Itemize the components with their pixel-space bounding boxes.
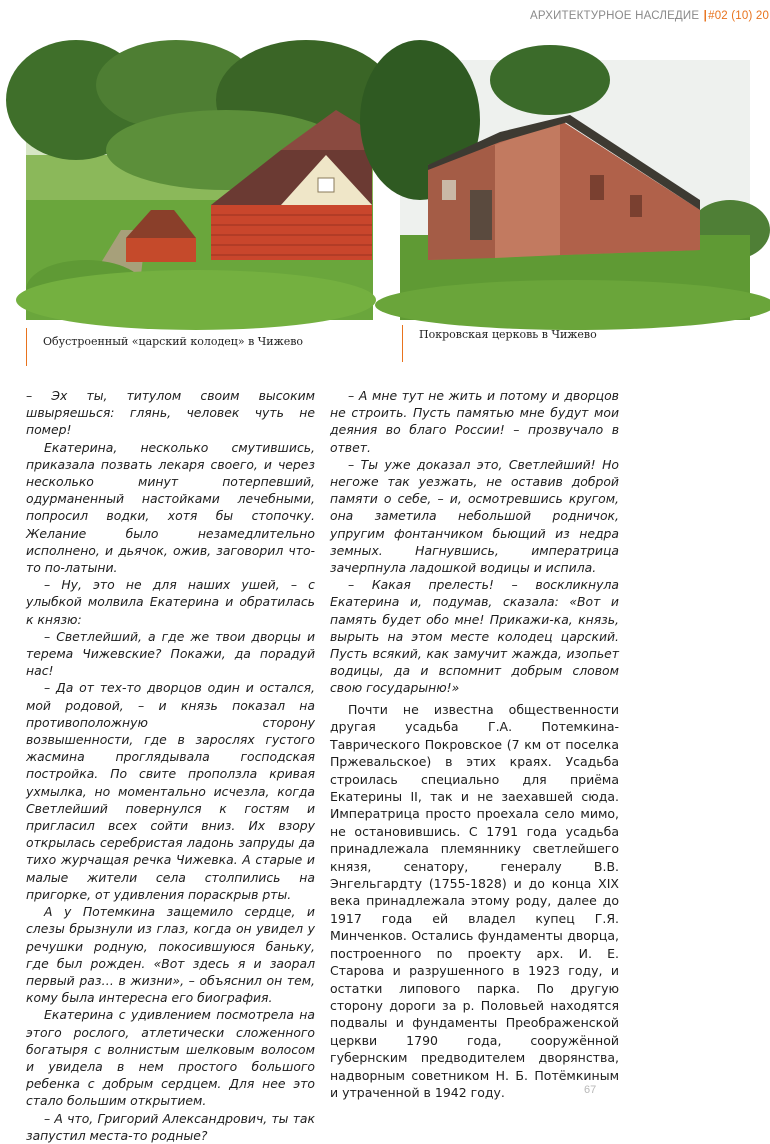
- paragraph: – Эх ты, титулом своим высоким швыряешься: глянь, человек чуть не помер!: [26, 388, 315, 438]
- paragraph: – Ну, это не для наших ушей, – с улыбкой молвила Екатерина и обратилась к князю:: [26, 577, 315, 627]
- running-header: [530, 10, 770, 22]
- paragraph: А у Потемкина защемило сердце, и слезы брызнули из глаз, когда он увидел у речушки родную, покосившуюся баньку, где был рожден. «Вот здесь я и заорал первый раз… в жизни», – объяснил он тем, кому была интересна его биография.: [26, 904, 315, 1006]
- paragraph: – Да от тех-то дворцов один и остался, мой родовой, – и князь показал на противоположную сторону возвышенности, где в зарослях густого жасмина проглядывала господская постройка. По свите проползла кривая ухмылка, но моментально исчезла, когда Светлейший повернулся к гостям и пригласил всех сойти вниз. Их взору открылась серебристая ладонь запруды да тихо журчащая речка Чижевка. А старые и малые жители села столпились на пригорке, от удивления пораскрыв рты.: [26, 680, 315, 902]
- caption-well: Обустроенный «царский колодец» в Чижево: [26, 328, 303, 366]
- article-right-column-italic: [330, 387, 619, 697]
- header-issue: #02 (10) 20: [708, 10, 770, 22]
- article-right-column-regular: [330, 701, 619, 1101]
- paragraph: – Ты уже доказал это, Светлейший! Но негоже так уезжать, не оставив доброй памяти о себе, – и, осмотревшись кругом, она заметила небольшой родничок, упругим фонтанчиком бьющий из недра земных. Нагнувшись, императрица зачерпнула ладошкой водицы и испила.: [330, 456, 619, 576]
- article-left-column: [26, 387, 315, 1144]
- paragraph: – А что, Григорий Александрович, ты так запустил места-то родные?: [26, 1110, 315, 1143]
- header-separator: |: [703, 10, 708, 22]
- photo-tsar-well: [26, 60, 373, 320]
- caption-church: Покровская церковь в Чижево: [402, 325, 597, 362]
- paragraph: Екатерина, несколько смутившись, приказала позвать лекаря своего, и через несколько минут потерпевший, одурманенный настойками лечебными, попросил водки, хотя бы стопочку. Желание было незамедлительно исполнено, и дьячок, ожив, заговорил что-то по-латыни.: [26, 439, 315, 576]
- paragraph: – Светлейший, а где же твои дворцы и терема Чижевские? Покажи, да порадуй нас!: [26, 628, 315, 679]
- paragraph: – Какая прелесть! – воскликнула Екатерина и, подумав, сказала: «Вот и память будет обо мне! Прикажи-ка, князь, вырыть на этом месте колодец царский. Пусть всякий, как замучит жажда, изопьет водицы, да и вспомнит добрым словом свою государыню!»: [330, 577, 619, 696]
- photo-pokrovskaya-church: [400, 60, 750, 320]
- paragraph: – А мне тут не жить и потому и дворцов не строить. Пусть памятью мне будут мои деяния во благо России! – прозвучало в ответ.: [330, 388, 619, 455]
- page-number: 67: [584, 1084, 597, 1096]
- paragraph: Почти не известна общественности другая усадьба Г.А. Потемкина-Таврического Покровское (7 км от поселка Пржевальское) в этих краях. Усадьба строилась специально для приёма Екатерины II, так и не заехавшей сюда. Императрица просто проехала село мимо, не остановившись. С 1791 года усадьба принадлежала племяннику светлейшего князя, сенатору, генералу В.В. Энгельгардту (1755-1828) и до конца XIX века принадлежала этому роду, далее до 1917 года ей владел купец Г.Я. Минченков. Остались фундаменты дворца, построенного по проекту арх. И. Е. Старова и разрушенного в 1923 году, и остатки липового парка. По другую сторону дороги за р. Половьей находятся подвалы и фундаменты Преображенской церкви 1790 года, сооружённой губернским предводителем дворянства, надворным советником Н. Б. Потёмкиным и утраченной в 1942 году.: [330, 702, 619, 1100]
- paragraph: Екатерина с удивлением посмотрела на этого рослого, атлетически сложенного богатыря с волнистым шелковым волосом и увидела в нем простого большого ребенка с добрым сердцем. Для нее это стало большим открытием.: [26, 1007, 315, 1109]
- header-section: АРХИТЕКТУРНОЕ НАСЛЕДИЕ: [530, 10, 700, 22]
